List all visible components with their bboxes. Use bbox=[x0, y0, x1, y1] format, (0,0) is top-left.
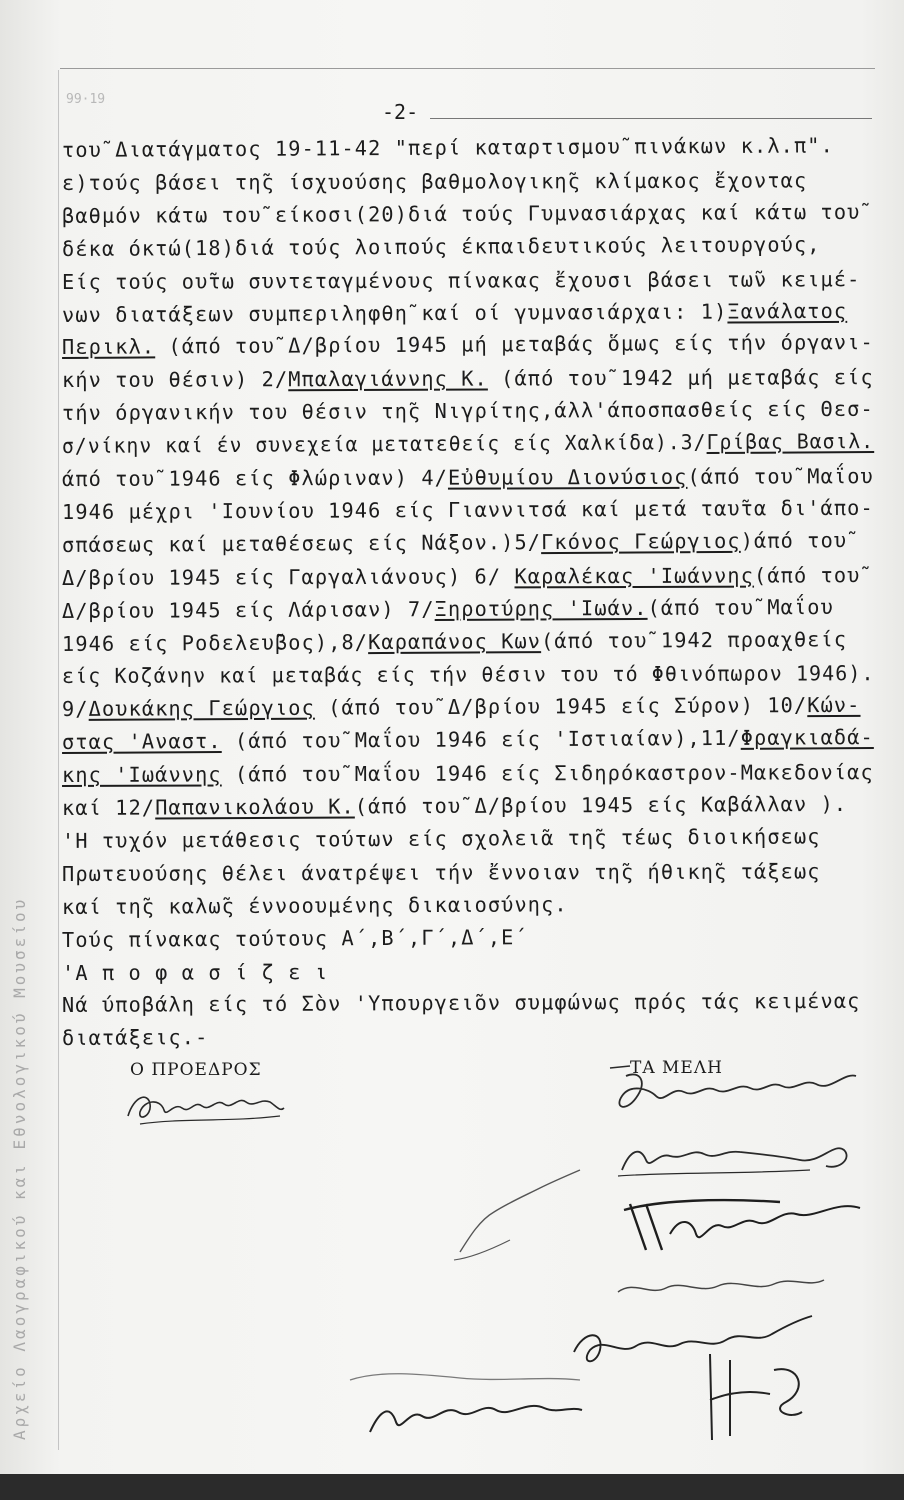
text-segment: καί 12/ bbox=[61, 795, 156, 820]
underlined-name: Γκόνος Γεώργιος bbox=[541, 528, 741, 554]
underlined-name: στας 'Αναστ. bbox=[61, 729, 222, 755]
body-line bbox=[62, 168, 874, 195]
underlined-name: Περικλ. bbox=[61, 334, 156, 360]
header-rule bbox=[430, 118, 872, 119]
underlined-name: Καραλέκας 'Ιωάννης bbox=[514, 563, 755, 589]
text-segment: κήν του θέσιν) 2/ bbox=[61, 367, 289, 393]
member-signature-1 bbox=[600, 1062, 870, 1134]
text-segment: (άπό του̃ Δ/βρίου 1945 είς Σύρον) 10/ bbox=[314, 693, 808, 720]
body-line bbox=[62, 824, 874, 853]
text-segment: (άπό του̃ Δ/βρίου 1945 μή μεταβάς ὅμως είς τήν όργανι- bbox=[155, 330, 874, 359]
underlined-name: Παπανικολάου Κ. bbox=[155, 794, 355, 820]
body-line bbox=[62, 496, 874, 524]
text-segment: Νά ύποβάλη είς τό Σὸν 'Υπουργει̃ον συμφώνως πρός τάς κειμένας bbox=[61, 989, 861, 1018]
body-line bbox=[62, 1021, 874, 1050]
text-segment: (άπό του̃ Μαΐου bbox=[687, 464, 874, 489]
underlined-name: Φραγκιαδά- bbox=[740, 725, 874, 751]
text-segment: 1946 είς Ροδελευ̃βος),8/ bbox=[61, 629, 369, 656]
text-segment: 'Η τυχόν μετάθεσις τούτων είς σχολει̃α τη̃ς τέως διοικήσεως bbox=[61, 824, 821, 853]
body-line bbox=[62, 330, 874, 359]
left-margin-line bbox=[58, 70, 59, 1450]
text-segment: άπό του̃ 1946 είς Φλώριναν) 4/ bbox=[61, 465, 448, 491]
underlined-name: Εὐθυμίου Διονύσιος bbox=[447, 464, 688, 490]
top-border-line bbox=[60, 68, 875, 69]
body-line bbox=[62, 397, 874, 425]
member-signature-3 bbox=[440, 1160, 590, 1270]
text-segment: νων διατάξεων συμπεριληφθη̃ καί οί γυμνασιάρχαι: 1) bbox=[61, 299, 728, 327]
text-segment: (άπό του̃ 1942 προαχθείς bbox=[541, 626, 848, 653]
text-segment: Δ/βρίου 1945 είς Λάρισαν) 7/ bbox=[61, 596, 435, 623]
text-segment: (άπό του̃ Μαΐου 1946 είς 'Ιστιαίαν),11/ bbox=[221, 726, 741, 754]
body-line bbox=[62, 133, 874, 162]
scan-bottom-edge bbox=[0, 1474, 904, 1500]
text-segment: (άπό του̃ 1942 μή μεταβάς είς bbox=[487, 365, 874, 391]
underlined-name: Ξανάλατος bbox=[727, 298, 848, 324]
body-line bbox=[62, 923, 874, 952]
text-segment: Δ/βρίου 1945 είς Γαργαλιάνους) 6/ bbox=[61, 564, 515, 590]
body-line bbox=[62, 232, 874, 261]
underlined-name: Μπαλαγιάννης Κ. bbox=[288, 366, 488, 392]
text-segment: (άπό του̃ Δ/βρίου 1945 είς Καβάλλαν ). bbox=[354, 791, 848, 819]
body-line bbox=[62, 890, 874, 918]
body-line bbox=[62, 528, 874, 557]
body-line bbox=[62, 563, 874, 590]
members-label: ΤΑ ΜΕΛΗ bbox=[630, 1058, 723, 1078]
body-line bbox=[62, 200, 874, 228]
text-segment: διατάξεις.- bbox=[61, 1025, 209, 1051]
text-segment: 9/ bbox=[61, 697, 89, 722]
faded-stamp: 99·19 bbox=[66, 92, 106, 107]
text-segment: είς Κοζάνην καί μεταβάς είς τήν θέσιν του τό Φθινόπωρον 1946). bbox=[61, 661, 875, 689]
text-segment: βαθμόν κάτω του̃ είκοσι(20)διά τούς Γυμνασιάρχας καί κάτω του̃ bbox=[61, 199, 861, 228]
underlined-name: Γρίβας Βασιλ. bbox=[706, 429, 875, 455]
body-line bbox=[62, 267, 874, 294]
text-segment: Είς τούς ου̃τω συντεταγμένους πίνακας ἔχουσι βάσει τω̃ν κειμέ- bbox=[61, 266, 861, 294]
body-line bbox=[62, 298, 874, 326]
body-line bbox=[62, 464, 874, 491]
body-line bbox=[61, 429, 875, 459]
body-line bbox=[62, 725, 874, 754]
text-segment: (άπό του̃ bbox=[753, 562, 861, 588]
text-segment: σ/νίκην καί έν συνεχεία μετατεθείς είς Χαλκίδα).3/ bbox=[61, 430, 707, 459]
body-line bbox=[62, 365, 874, 392]
member-signature-8 bbox=[330, 1340, 630, 1440]
body-line bbox=[62, 627, 874, 656]
text-segment: Πρωτευούσης θέλει άνατρέψει τήν ἔννοιαν τη̃ς ήθικη̃ς τάξεως bbox=[61, 859, 821, 886]
text-segment: 1946 μέχρι 'Ιουνίου 1946 είς Γιαννιτσά καί μετά ταυ̃τα δι'άπο- bbox=[61, 495, 874, 524]
text-segment: (άπό του̃ Μαΐου bbox=[647, 594, 834, 620]
underlined-name: Ξηροτύρης 'Ιωάν. bbox=[434, 595, 648, 621]
chair-label: Ο ΠΡΟΕΔΡΟΣ bbox=[130, 1060, 262, 1080]
archive-margin-text: Αρχείο Λαογραφικού και Εθνολογικού Μουσείου bbox=[10, 896, 29, 1440]
chair-signature bbox=[120, 1082, 290, 1132]
underlined-name: Καραπάνος Κων bbox=[368, 628, 542, 654]
body-line bbox=[62, 958, 874, 985]
page-number: -2- bbox=[382, 100, 419, 124]
body-line bbox=[62, 859, 874, 886]
member-signature-7 bbox=[690, 1340, 820, 1450]
text-segment: σπάσεως καί μεταθέσεως είς Νάξον.)5/ bbox=[61, 529, 542, 557]
body-line bbox=[62, 693, 874, 721]
text-segment: του̃ Διατάγματος 19-11-42 "περί καταρτισμου̃ πινάκων κ.λ.π". bbox=[61, 133, 834, 162]
text-segment: )άπό του̃ bbox=[740, 528, 848, 553]
text-segment: 'Α π ο φ α σ ί ζ ε ι bbox=[61, 959, 329, 985]
underlined-name: κης 'Ιωάννης bbox=[61, 762, 222, 788]
member-signature-4 bbox=[600, 1180, 870, 1260]
underlined-name: Κών- bbox=[807, 693, 861, 718]
body-line bbox=[62, 989, 874, 1017]
body-line bbox=[62, 594, 874, 622]
text-segment: Τούς πίνακας τούτους Α΄,Β΄,Γ΄,Δ΄,Ε΄ bbox=[61, 924, 528, 952]
body-line bbox=[61, 661, 875, 689]
body-line bbox=[62, 792, 874, 820]
text-segment: ε)τούς βάσει τη̃ς ίσχυούσης βαθμολογικη̃ς κλίμακος ἔχοντας bbox=[61, 168, 808, 195]
underlined-name: Δουκάκης Γεώργιος bbox=[88, 695, 315, 722]
text-segment: (άπό του̃ Μαΐου 1946 είς Σιδηρόκαστρον-Μακεδονίας bbox=[221, 760, 874, 787]
body-line bbox=[62, 760, 874, 787]
text-segment: τήν όργανικήν του θέσιν τη̃ς Νιγρίτης,άλλ'άποσπασθείς είς Θεσ- bbox=[61, 396, 874, 426]
text-segment: δέκα όκτώ(18)διά τούς λοιπούς έκπαιδευτικούς λειτουργούς, bbox=[61, 232, 821, 261]
text-segment: καί τη̃ς καλω̃ς έννοουμένης δικαιοσύνης. bbox=[61, 892, 568, 919]
